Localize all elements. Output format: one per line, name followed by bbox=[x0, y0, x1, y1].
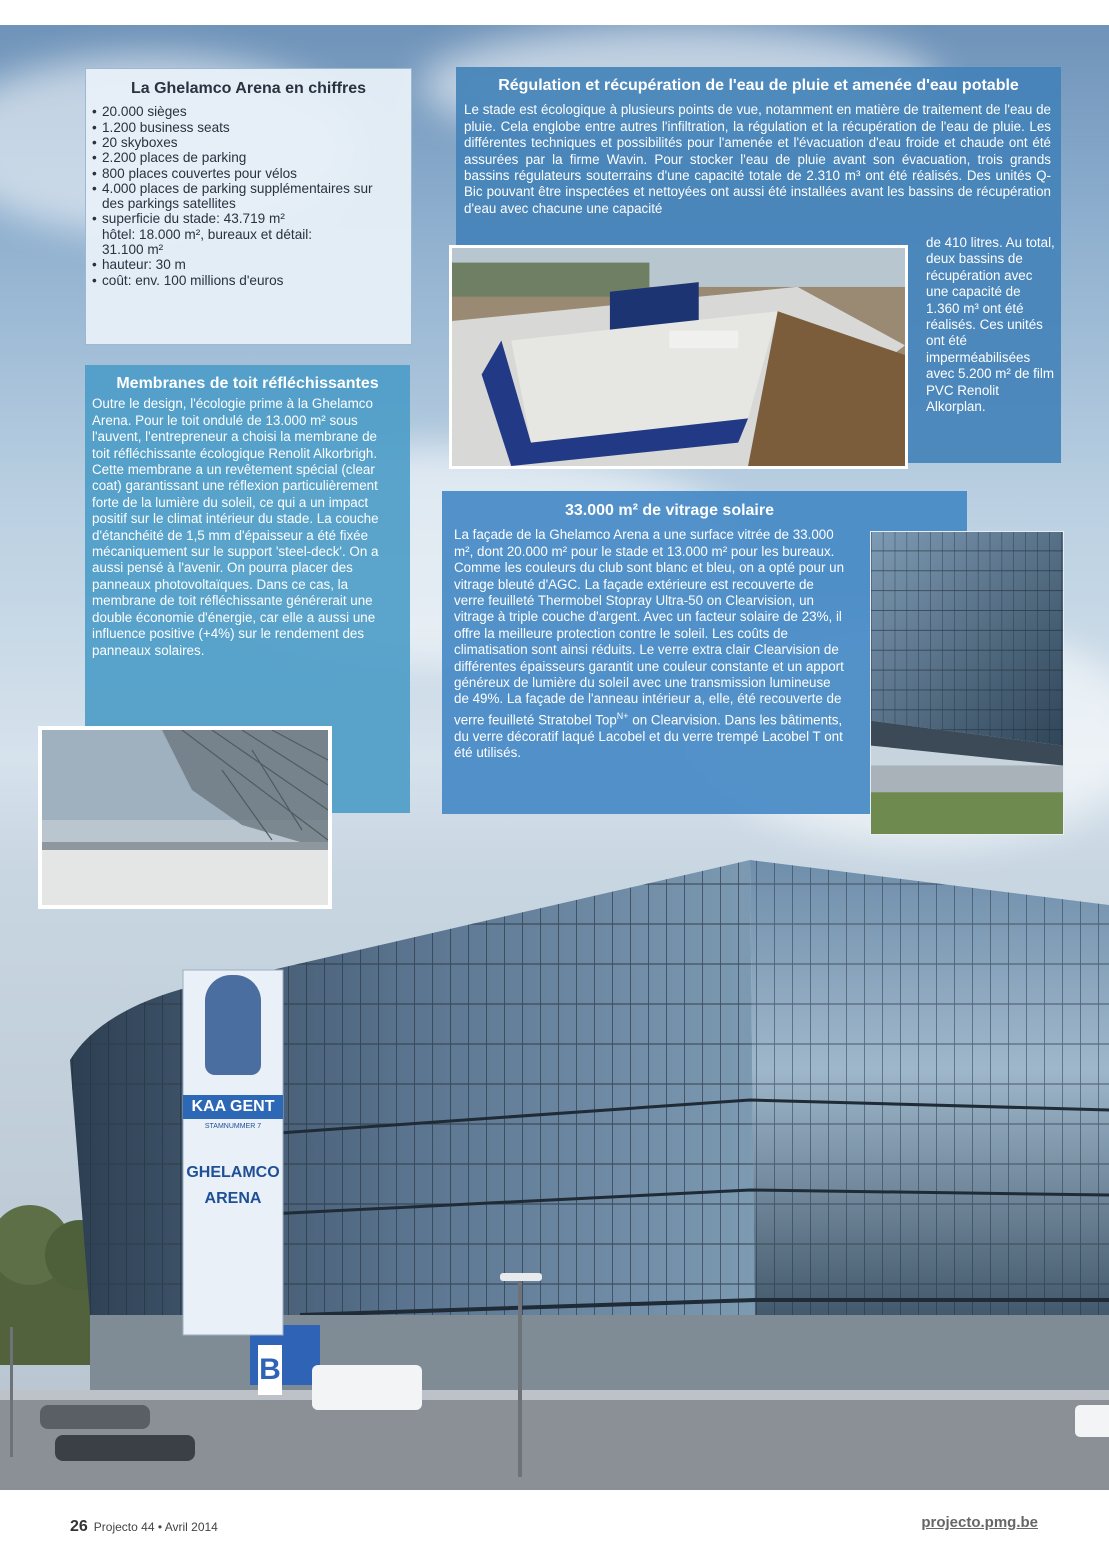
gate-sign: B bbox=[258, 1345, 282, 1395]
stats-item: • coût: env. 100 millions d'euros bbox=[92, 273, 411, 288]
membranes-title: Membranes de toit réfléchissantes bbox=[116, 375, 379, 392]
stats-item: • 4.000 places de parking supplémentaires sur des parkings satellites bbox=[92, 181, 411, 212]
stadium-banner bbox=[183, 945, 283, 1310]
club-logo-icon bbox=[205, 975, 261, 1075]
stats-item: • 20 skyboxes bbox=[92, 135, 411, 150]
regulation-title: Régulation et récupération de l'eau de pluie et amenée d'eau potable bbox=[498, 77, 1019, 94]
banner-sub: STAMNUMMER 7 bbox=[204, 1123, 262, 1130]
vitrage-body-a: La façade de la Ghelamco Arena a une surface vitrée de 33.000 m², dont 20.000 m² pour le stade et 13.000 m² pour les bureaux. Comme les couleurs du club sont blanc et bleu, on a opté pour un vitrage bleuté d'AGC. La façade extérieure est recouverte de verre feuilleté Thermobel Stopray Ultra-50 on Clearvision, un vitrage à triple couche d'argent. Avec un facteur solaire de 23%, il offre la meilleure protection contre le soleil. Les coûts de climatisation sont ainsi réduits. Le verre extra clair Clearvision de différentes épaisseurs garantit une couleur constante et un apport généreux de lumière du soleil avec une transmission lumineuse de 49%. La façade de l'anneau intérieur a, elle, été recouverte de verre feuilleté Stratobel Top bbox=[454, 527, 845, 728]
regulation-body: Le stade est écologique à plusieurs points de vue, notamment en matière de traitement de l'eau de pluie. Cela englobe entre autres l'infiltration, la régulation et la récupération de l'eau de pluie. Les différentes techniques et possibilités pour l'amenée et l'évacuation d'eau froide et chaude ont été assurées par la firme Wavin. Pour stocker l'eau de pluie avant son évacuation, trois grands bassins régulateurs souterrains d'une capacité totale de 2.310 m³ ont été réalisés. Des unités Q-Bic pouvant être inspectées et nettoyées ont aussi été installées avant les bassins de récupération d'eau avec chacune une capacité bbox=[464, 102, 1051, 216]
office-facade-photo bbox=[870, 531, 1064, 835]
stats-title: La Ghelamco Arena en chiffres bbox=[130, 80, 367, 97]
basin-construction-photo bbox=[449, 245, 908, 469]
stats-item: • 1.200 business seats bbox=[92, 120, 411, 135]
page-number: 26 bbox=[70, 1518, 88, 1535]
stats-list bbox=[86, 104, 411, 288]
footer-issue bbox=[70, 1518, 218, 1536]
stats-item: • 800 places couvertes pour vélos bbox=[92, 166, 411, 181]
stadium-photo bbox=[0, 845, 1109, 1490]
stats-item: • hauteur: 30 m bbox=[92, 257, 411, 272]
stats-box bbox=[85, 68, 412, 345]
vitrage-title: 33.000 m² de vitrage solaire bbox=[565, 502, 774, 519]
footer-url-link[interactable]: projecto.pmg.be bbox=[921, 1514, 1038, 1531]
stats-item: • 20.000 sièges bbox=[92, 104, 411, 119]
regulation-side-text: de 410 litres. Au total, deux bassins de récupération avec une capacité de 1.360 m³ ont été réalisés. Ces unités ont été imperméabilisées avec 5.200 m² de film PVC Renolit Alkorplan. bbox=[926, 235, 1055, 415]
banner-club: KAA GENT bbox=[183, 1095, 283, 1119]
vitrage-body-b: on Clearvision. Dans les bâtiments, du verre décoratif laqué Lacobel et du verre trempé Lacobel T ont été utilisés. bbox=[454, 712, 843, 761]
vitrage-sup: N+ bbox=[616, 710, 629, 721]
stats-item: • 2.200 places de parking bbox=[92, 150, 411, 165]
membranes-body: Outre le design, l'écologie prime à la Ghelamco Arena. Pour le toit ondulé de 13.000 m² sous l'auvent, l'entrepreneur a choisi la membrane de toit réfléchissante écologique Renolit Alkorbrigh. Cette membrane a un revêtement spécial (clear coat) garantissant une réflexion particulièrement forte de la lumière du soleil, ce qui a un impact positif sur le climat intérieur du stade. La couche d'étanchéité de 1,5 mm d'épaisseur a été fixée mécaniquement sur le support 'steel-deck'. On a aussi pensé à l'avenir. On pourra placer des panneaux photovoltaïques. Dans ce cas, la membrane de toit réfléchissante générerait une double économie d'énergie, car elle a aussi une influence positive (+4%) sur le rendement des panneaux solaires. bbox=[92, 396, 379, 658]
stats-item: • superficie du stade: 43.719 m² hôtel: 18.000 m², bureaux et détail: 31.100 m² bbox=[92, 211, 411, 257]
banner-line1: GHELAMCO bbox=[186, 1164, 280, 1181]
roof-membrane-photo bbox=[38, 726, 332, 909]
issue-label: Projecto 44 • Avril 2014 bbox=[93, 1520, 218, 1534]
banner-line2: ARENA bbox=[204, 1190, 262, 1207]
